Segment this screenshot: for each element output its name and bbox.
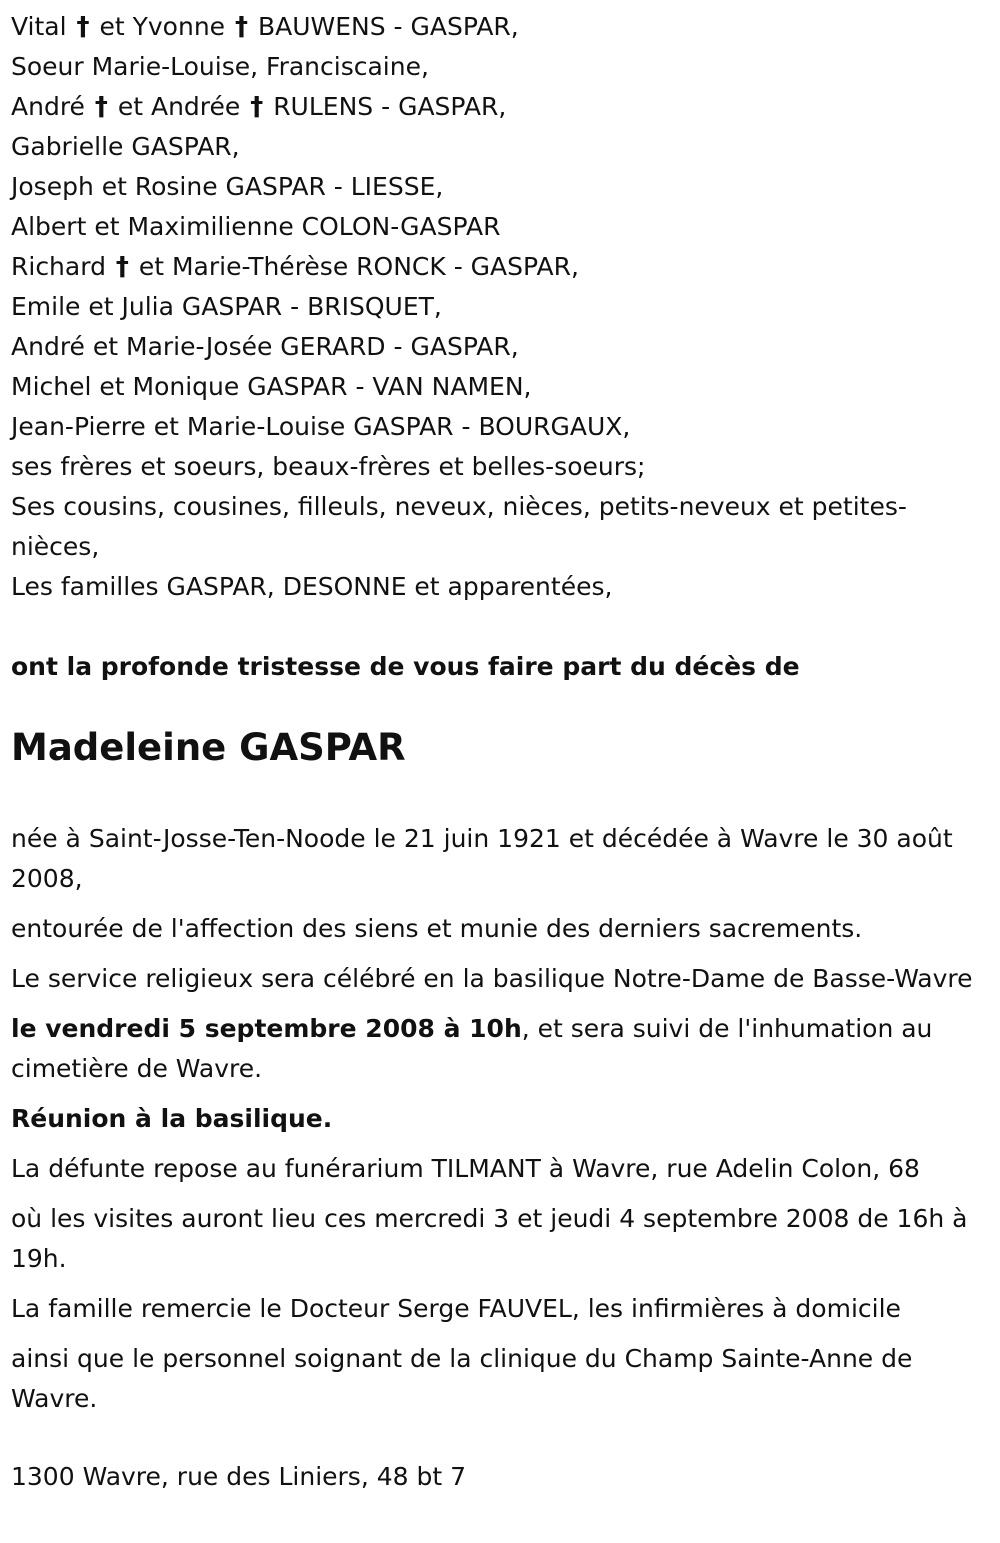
family-name: et Andrée	[117, 92, 241, 121]
meeting-bold: Réunion à la basilique.	[11, 1104, 333, 1133]
service-date: le vendredi 5 septembre 2008 à 10h	[11, 1014, 522, 1043]
family-line-richard	[11, 247, 988, 287]
family-line-emile: Emile et Julia GASPAR - BRISQUET,	[11, 292, 442, 321]
cross-icon: †	[94, 92, 108, 122]
family-name: Richard	[11, 252, 106, 281]
family-line-rulens	[11, 87, 988, 127]
family-line-families: Les familles GASPAR, DESONNE et apparentées,	[11, 572, 613, 601]
visits-text: où les visites auront lieu ces mercredi 3 et jeudi 4 septembre 2008 de 16h à 19h.	[11, 1204, 968, 1273]
surrounded-text: entourée de l'affection des siens et munie des derniers sacrements.	[11, 914, 863, 943]
family-name: BAUWENS - GASPAR,	[257, 12, 519, 41]
address: 1300 Wavre, rue des Liniers, 48 bt 7	[11, 1462, 467, 1491]
family-line-michel: Michel et Monique GASPAR - VAN NAMEN,	[11, 372, 532, 401]
family-line-joseph: Joseph et Rosine GASPAR - LIESSE,	[11, 172, 444, 201]
obituary-details	[11, 819, 988, 1419]
family-line-albert: Albert et Maximilienne COLON-GASPAR	[11, 212, 501, 241]
family-line-cousins: Ses cousins, cousines, filleuls, neveux, nièces, petits-neveux et petites-nièces,	[11, 492, 907, 561]
birth-death-text: née à Saint-Josse-Ten-Noode le 21 juin 1921 et décédée à Wavre le 30 août 2008,	[11, 824, 953, 893]
family-line-jean-pierre: Jean-Pierre et Marie-Louise GASPAR - BOURGAUX,	[11, 412, 631, 441]
family-name: André	[11, 92, 85, 121]
family-name: RULENS - GASPAR,	[273, 92, 507, 121]
cross-icon: †	[250, 92, 264, 122]
family-line-siblings: ses frères et soeurs, beaux-frères et belles-soeurs;	[11, 452, 646, 481]
family-name: Vital	[11, 12, 67, 41]
cross-icon: †	[76, 12, 90, 42]
cross-icon: †	[115, 252, 129, 282]
service-date-paragraph	[11, 1009, 988, 1089]
thanks-text-1: La famille remercie le Docteur Serge FAUVEL, les infirmières à domicile	[11, 1294, 901, 1323]
family-line-bauwens	[11, 7, 988, 47]
announcement: ont la profonde tristesse de vous faire part du décès de	[11, 652, 800, 681]
family-list	[11, 7, 988, 607]
deceased-name: Madeleine GASPAR	[11, 726, 406, 769]
meeting-text	[11, 1099, 988, 1139]
cross-icon: †	[235, 12, 248, 42]
family-name: et Marie-Thérèse RONCK - GASPAR,	[138, 252, 579, 281]
family-line-gabrielle: Gabrielle GASPAR,	[11, 132, 240, 161]
service-rest: , et sera suivi de l'inhumation au cimetière de Wavre.	[11, 1014, 933, 1083]
thanks-text-2: ainsi que le personnel soignant de la clinique du Champ Sainte-Anne de Wavre.	[11, 1344, 913, 1413]
family-line-soeur: Soeur Marie-Louise, Franciscaine,	[11, 52, 429, 81]
rest-place-text: La défunte repose au funérarium TILMANT à Wavre, rue Adelin Colon, 68	[11, 1154, 920, 1183]
service-text: Le service religieux sera célébré en la basilique Notre-Dame de Basse-Wavre	[11, 964, 973, 993]
family-name: et Yvonne	[99, 12, 226, 41]
family-line-andre-gerard: André et Marie-Josée GERARD - GASPAR,	[11, 332, 519, 361]
